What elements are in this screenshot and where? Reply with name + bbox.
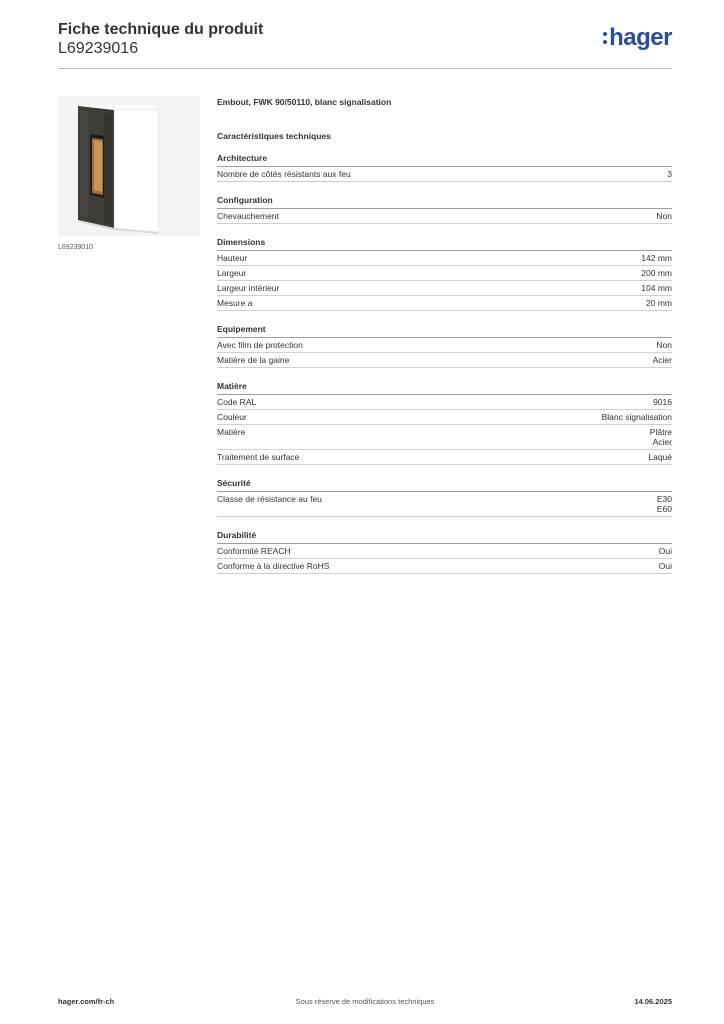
spec-value: 3 <box>667 168 672 179</box>
spec-group <box>217 477 672 517</box>
product-illustration-icon <box>58 96 200 236</box>
spec-value: E60 <box>656 504 672 514</box>
footer-website-link[interactable]: hager.com/fr-ch <box>58 997 115 1006</box>
spec-label: Largeur <box>217 267 247 278</box>
spec-row <box>217 209 672 224</box>
spec-row <box>217 395 672 410</box>
spec-label: Conformité REACH <box>217 545 291 556</box>
spec-group <box>217 529 672 574</box>
footer-disclaimer: Sous réserve de modifications techniques <box>295 997 435 1006</box>
spec-values <box>648 452 672 463</box>
logo-text: hager <box>609 24 672 51</box>
spec-row <box>217 167 672 182</box>
header-divider <box>58 68 672 69</box>
spec-row <box>217 353 672 368</box>
spec-group-title: Configuration <box>217 194 672 209</box>
specifications <box>217 96 672 574</box>
spec-group <box>217 152 672 182</box>
spec-label: Avec film de protection <box>217 339 303 350</box>
product-reference: L69239016 <box>58 40 139 57</box>
spec-label: Traitement de surface <box>217 451 300 462</box>
product-image <box>58 96 200 236</box>
spec-value: 200 mm <box>641 267 672 278</box>
page-title: Fiche technique du produit <box>58 21 264 38</box>
spec-values <box>659 546 672 557</box>
spec-values <box>646 298 672 309</box>
spec-values <box>650 427 672 448</box>
spec-value: Laqué <box>648 451 672 462</box>
spec-value: Non <box>656 210 672 221</box>
spec-values <box>657 494 672 515</box>
spec-row <box>217 492 672 517</box>
spec-label: Couleur <box>217 411 247 422</box>
logo-dots-icon <box>603 31 607 45</box>
spec-row <box>217 266 672 281</box>
section-title: Caractéristiques techniques <box>217 131 331 141</box>
spec-value: 20 mm <box>646 297 672 308</box>
spec-label: Nombre de côtés résistants aux feu <box>217 168 351 179</box>
spec-values <box>653 355 672 366</box>
page-header <box>58 20 672 70</box>
spec-label: Classe de résistance au feu <box>217 493 322 504</box>
spec-group <box>217 194 672 224</box>
spec-values <box>659 561 672 572</box>
spec-row <box>217 559 672 574</box>
spec-group <box>217 380 672 465</box>
spec-label: Conforme à la directive RoHS <box>217 560 330 571</box>
spec-values <box>641 253 672 264</box>
spec-row <box>217 425 672 450</box>
spec-values <box>602 412 672 423</box>
spec-label: Largeur intérieur <box>217 282 280 293</box>
product-description: Embout, FWK 90/50110, blanc signalisation <box>217 97 392 107</box>
spec-value: Acier <box>652 354 672 365</box>
spec-label: Chevauchement <box>217 210 279 221</box>
spec-values <box>653 397 672 408</box>
spec-label: Matière <box>217 426 246 437</box>
spec-value: Oui <box>658 545 672 556</box>
spec-row <box>217 338 672 353</box>
spec-label: Code RAL <box>217 396 257 407</box>
spec-value: Oui <box>658 560 672 571</box>
spec-group-title: Architecture <box>217 152 672 167</box>
spec-group-title: Matière <box>217 380 672 395</box>
spec-row <box>217 450 672 465</box>
spec-label: Matière de la gaine <box>217 354 290 365</box>
spec-value: Acier <box>652 437 672 447</box>
image-caption: L69239010 <box>58 244 94 251</box>
spec-group <box>217 236 672 311</box>
spec-value: 142 mm <box>641 252 672 263</box>
spec-row <box>217 281 672 296</box>
spec-row <box>217 410 672 425</box>
spec-label: Mesure a <box>217 297 253 308</box>
spec-values <box>656 340 672 351</box>
spec-value: 104 mm <box>641 282 672 293</box>
footer-date: 14.06.2025 <box>634 997 672 1006</box>
spec-row <box>217 544 672 559</box>
spec-value: Blanc signalisation <box>601 411 672 422</box>
spec-group-title: Equipement <box>217 323 672 338</box>
spec-label: Hauteur <box>217 252 248 263</box>
hager-logo <box>603 24 672 52</box>
spec-values <box>641 283 672 294</box>
spec-value: E30 <box>656 493 672 504</box>
spec-value: Plâtre <box>649 426 672 437</box>
spec-values <box>656 211 672 222</box>
spec-row <box>217 251 672 266</box>
spec-values <box>667 169 672 180</box>
spec-value: Non <box>656 339 672 350</box>
spec-values <box>641 268 672 279</box>
spec-group-title: Durabilité <box>217 529 672 544</box>
spec-group <box>217 323 672 368</box>
spec-value: 9016 <box>653 396 672 407</box>
spec-group-title: Dimensions <box>217 236 672 251</box>
spec-row <box>217 296 672 311</box>
spec-group-title: Sécurité <box>217 477 672 492</box>
spec-groups <box>217 152 672 574</box>
